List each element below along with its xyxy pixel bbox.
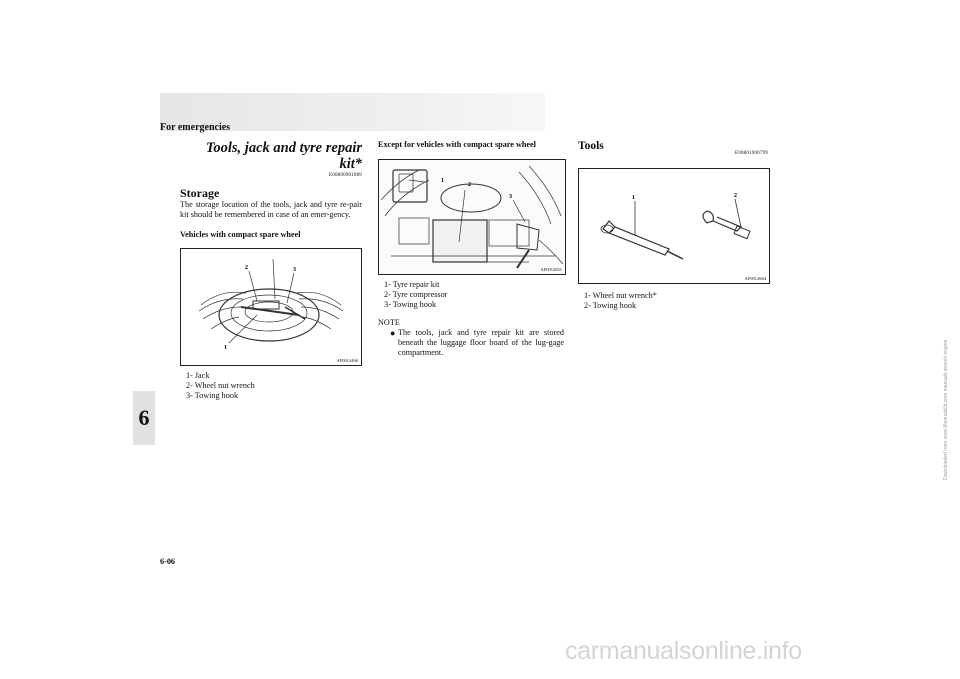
list-item: 1- Wheel nut wrench* — [584, 291, 657, 300]
figure-3-legend — [578, 291, 768, 311]
section-title: For emergencies — [160, 122, 231, 133]
page-number: 6-06 — [160, 557, 176, 566]
figure-code: AF0014466 — [336, 358, 358, 363]
figure-1-callout-2: 2 — [245, 265, 248, 271]
note-text: The tools, jack and tyre repair kit are stored beneath the luggage floor board of the lug-gage compartment. — [398, 328, 564, 357]
figure-code: AF0012651 — [540, 267, 562, 272]
list-item: 2- Wheel nut wrench — [186, 381, 255, 390]
tools-figure — [578, 168, 770, 284]
bullet-icon: ● — [390, 328, 396, 338]
list-item: 2- Tyre compressor — [384, 290, 448, 299]
column-1 — [180, 140, 362, 401]
figure-2-callout-1: 1 — [441, 178, 444, 184]
figure-2-callout-2: 2 — [468, 182, 471, 188]
title-code: E00800901089 — [329, 173, 362, 178]
compact-spare-subheading: Vehicles with compact spare wheel — [180, 230, 301, 239]
title-code: E00801900799 — [735, 151, 768, 156]
list-item: 1- Jack — [186, 371, 210, 380]
storage-text: The storage location of the tools, jack and tyre re-pair kit should be remembered in case of an emer-gency. — [180, 200, 362, 219]
chapter-tab: 6 — [133, 391, 155, 445]
spare-wheel-figure — [180, 248, 362, 366]
column-3 — [578, 140, 768, 311]
repair-kit-figure — [378, 159, 566, 275]
figure-code: AF0012664 — [744, 276, 766, 281]
tools-header — [578, 140, 768, 156]
note-label: NOTE — [378, 318, 400, 327]
figure-2-callout-3: 3 — [509, 194, 512, 200]
figure-2-legend — [378, 280, 564, 310]
figure-3-callout-2: 2 — [734, 193, 737, 199]
watermark: carmanualsonline.info — [565, 637, 802, 665]
list-item: 1- Tyre repair kit — [384, 280, 440, 289]
tools-title: Tools — [578, 140, 604, 152]
figure-1-callout-3: 3 — [293, 267, 296, 273]
list-item: 3- Towing hook — [384, 300, 437, 309]
column-2 — [378, 140, 564, 358]
repair-kit-illustration — [379, 160, 565, 274]
except-compact-subheading: Except for vehicles with compact spare wheel — [378, 140, 536, 149]
storage-heading: Storage — [180, 186, 220, 200]
side-watermark: Downloaded from www.Manualslib.com manuals search engine — [943, 339, 949, 480]
spare-wheel-illustration — [181, 249, 361, 365]
tools-illustration — [579, 169, 769, 283]
page-title: Tools, jack and tyre repair kit* — [205, 140, 362, 172]
figure-1-legend — [180, 371, 362, 401]
list-item: 2- Towing hook — [584, 301, 637, 310]
list-item: 3- Towing hook — [186, 391, 239, 400]
figure-3-callout-1: 1 — [632, 195, 635, 201]
figure-1-callout-1: 1 — [224, 345, 227, 351]
note-bullet — [378, 328, 564, 358]
